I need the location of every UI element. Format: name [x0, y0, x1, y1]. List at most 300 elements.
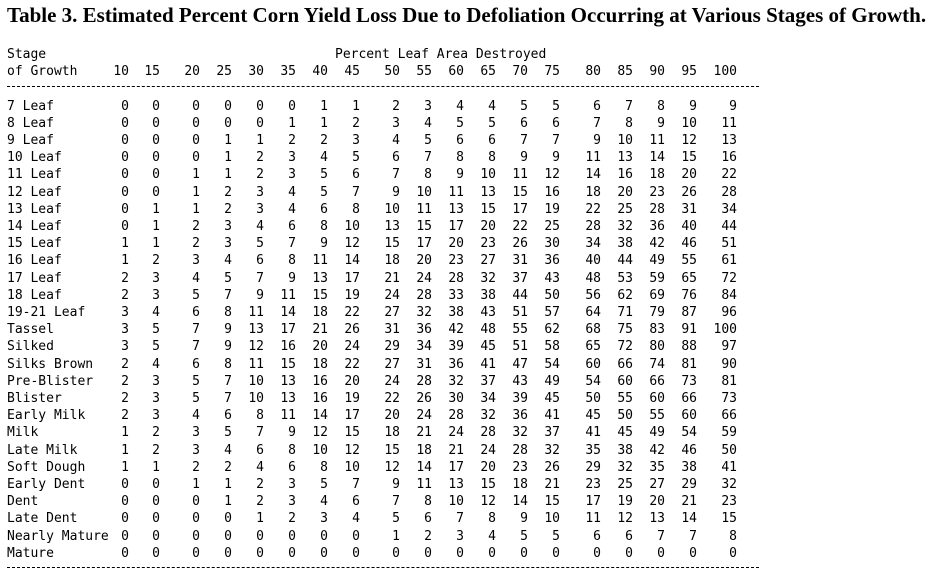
table-cell: 0 — [424, 545, 432, 561]
table-cell: 24 — [384, 373, 400, 389]
table-cell: 0 — [152, 132, 160, 148]
table-cell: 11 — [248, 356, 264, 372]
table-cell: 3 — [152, 390, 160, 406]
column-header: 75 — [544, 64, 560, 79]
table-cell: 0 — [224, 511, 232, 527]
table-cell: 25 — [544, 218, 560, 234]
table-cell: 17 — [512, 201, 528, 217]
table-cell: 37 — [544, 425, 560, 441]
stage-label: 17 Leaf — [7, 270, 62, 286]
table-cell: 50 — [544, 287, 560, 303]
column-header: 100 — [713, 64, 737, 79]
table-cell: 20 — [480, 459, 496, 475]
table-cell: 37 — [512, 270, 528, 286]
stage-label: 10 Leaf — [7, 150, 62, 166]
table-cell: 57 — [544, 304, 560, 320]
table-cell: 6 — [625, 528, 633, 544]
table-cell: 7 — [224, 373, 232, 389]
table-cell: 0 — [152, 545, 160, 561]
table-cell: 0 — [552, 545, 560, 561]
stage-label: Milk — [7, 425, 39, 441]
table-cell: 18 — [312, 304, 328, 320]
table-cell: 36 — [416, 322, 432, 338]
table-cell: 0 — [192, 545, 200, 561]
table-cell: 32 — [416, 304, 432, 320]
table-cell: 38 — [617, 442, 633, 458]
table-cell: 2 — [256, 167, 264, 183]
table-cell: 14 — [585, 167, 601, 183]
table-cell: 14 — [344, 253, 360, 269]
table-row — [0, 356, 936, 373]
table-cell: 43 — [512, 373, 528, 389]
table-cell: 0 — [392, 545, 400, 561]
table-cell: 40 — [585, 253, 601, 269]
table-cell: 15 — [384, 442, 400, 458]
table-cell: 2 — [352, 115, 360, 131]
table-cell: 16 — [312, 373, 328, 389]
table-cell: 4 — [488, 528, 496, 544]
table-cell: 38 — [448, 304, 464, 320]
table-cell: 58 — [544, 339, 560, 355]
table-cell: 13 — [721, 132, 737, 148]
table-cell: 36 — [448, 356, 464, 372]
table-row — [0, 115, 936, 132]
table-cell: 7 — [256, 425, 264, 441]
table-cell: 0 — [256, 545, 264, 561]
table-cell: 1 — [224, 132, 232, 148]
table-cell: 4 — [224, 253, 232, 269]
table-row — [0, 459, 936, 476]
table-cell: 4 — [424, 115, 432, 131]
table-cell: 30 — [448, 390, 464, 406]
table-cell: 0 — [121, 184, 129, 200]
table-cell: 15 — [480, 201, 496, 217]
table-cell: 0 — [121, 167, 129, 183]
table-cell: 0 — [224, 115, 232, 131]
table-cell: 43 — [480, 304, 496, 320]
table-cell: 2 — [192, 459, 200, 475]
table-row — [0, 201, 936, 218]
table-cell: 0 — [224, 528, 232, 544]
table-cell: 28 — [649, 201, 665, 217]
table-cell: 0 — [192, 494, 200, 510]
table-cell: 6 — [224, 408, 232, 424]
table-cell: 83 — [649, 322, 665, 338]
table-cell: 26 — [512, 236, 528, 252]
table-cell: 8 — [256, 408, 264, 424]
table-row — [0, 476, 936, 493]
stage-label: 16 Leaf — [7, 253, 62, 269]
table-cell: 12 — [344, 236, 360, 252]
table-cell: 0 — [121, 132, 129, 148]
table-cell: 8 — [320, 459, 328, 475]
column-header: 55 — [416, 64, 432, 79]
table-cell: 8 — [320, 218, 328, 234]
table-cell: 5 — [224, 425, 232, 441]
table-cell: 16 — [280, 339, 296, 355]
table-cell: 6 — [256, 253, 264, 269]
table-cell: 6 — [593, 528, 601, 544]
column-header: 85 — [617, 64, 633, 79]
table-cell: 0 — [320, 528, 328, 544]
table-cell: 29 — [585, 459, 601, 475]
table-cell: 9 — [552, 150, 560, 166]
column-header: 80 — [585, 64, 601, 79]
table-cell: 48 — [585, 270, 601, 286]
table-cell: 4 — [488, 98, 496, 114]
table-cell: 14 — [649, 150, 665, 166]
table-cell: 13 — [280, 373, 296, 389]
table-cell: 9 — [392, 476, 400, 492]
table-cell: 0 — [256, 528, 264, 544]
table-cell: 0 — [121, 218, 129, 234]
table-cell: 96 — [721, 304, 737, 320]
table-cell: 42 — [649, 236, 665, 252]
table-cell: 0 — [192, 528, 200, 544]
table-cell: 13 — [649, 511, 665, 527]
table-cell: 62 — [617, 287, 633, 303]
table-cell: 5 — [320, 184, 328, 200]
table-cell: 6 — [256, 442, 264, 458]
table-cell: 74 — [649, 356, 665, 372]
table-cell: 26 — [544, 459, 560, 475]
table-cell: 50 — [721, 442, 737, 458]
table-cell: 6 — [488, 132, 496, 148]
table-cell: 3 — [424, 98, 432, 114]
table-cell: 14 — [512, 494, 528, 510]
table-cell: 0 — [288, 545, 296, 561]
table-row — [0, 424, 936, 441]
table-cell: 1 — [320, 98, 328, 114]
table-cell: 2 — [320, 132, 328, 148]
table-cell: 3 — [288, 494, 296, 510]
table-cell: 8 — [488, 150, 496, 166]
table-cell: 1 — [224, 494, 232, 510]
table-cell: 28 — [416, 287, 432, 303]
table-cell: 1 — [121, 425, 129, 441]
table-cell: 32 — [617, 459, 633, 475]
table-cell: 60 — [585, 356, 601, 372]
table-cell: 73 — [681, 373, 697, 389]
stage-label: Mature — [7, 545, 54, 561]
table-cell: 11 — [280, 408, 296, 424]
table-cell: 28 — [512, 442, 528, 458]
table-cell: 4 — [192, 270, 200, 286]
table-cell: 11 — [585, 150, 601, 166]
table-cell: 2 — [224, 201, 232, 217]
table-cell: 28 — [480, 425, 496, 441]
table-cell: 61 — [721, 253, 737, 269]
table-cell: 10 — [344, 218, 360, 234]
table-cell: 9 — [456, 167, 464, 183]
table-cell: 9 — [392, 184, 400, 200]
table-cell: 1 — [152, 459, 160, 475]
table-cell: 3 — [256, 184, 264, 200]
table-cell: 20 — [416, 253, 432, 269]
table-cell: 12 — [480, 494, 496, 510]
table-row — [0, 287, 936, 304]
table-cell: 0 — [152, 98, 160, 114]
table-cell: 11 — [312, 253, 328, 269]
table-cell: 10 — [344, 459, 360, 475]
table-cell: 12 — [681, 132, 697, 148]
table-cell: 11 — [416, 476, 432, 492]
column-header: 20 — [184, 64, 200, 79]
table-cell: 10 — [248, 390, 264, 406]
table-row — [0, 407, 936, 424]
table-cell: 38 — [617, 236, 633, 252]
table-cell: 7 — [552, 132, 560, 148]
table-cell: 3 — [288, 150, 296, 166]
table-cell: 10 — [480, 167, 496, 183]
column-header: 50 — [384, 64, 400, 79]
table-cell: 7 — [392, 494, 400, 510]
table-cell: 5 — [392, 511, 400, 527]
table-cell: 4 — [152, 304, 160, 320]
table-cell: 20 — [384, 408, 400, 424]
stage-label: 19-21 Leaf — [7, 304, 86, 320]
table-cell: 4 — [224, 442, 232, 458]
table-cell: 13 — [312, 270, 328, 286]
table-cell: 60 — [649, 390, 665, 406]
table-cell: 68 — [585, 322, 601, 338]
table-cell: 21 — [312, 322, 328, 338]
table-cell: 11 — [416, 201, 432, 217]
table-cell: 0 — [288, 528, 296, 544]
table-row — [0, 132, 936, 149]
table-cell: 11 — [248, 304, 264, 320]
table-cell: 31 — [416, 356, 432, 372]
table-cell: 41 — [480, 356, 496, 372]
table-cell: 5 — [152, 339, 160, 355]
table-cell: 25 — [617, 476, 633, 492]
table-cell: 1 — [121, 236, 129, 252]
table-cell: 19 — [344, 287, 360, 303]
table-cell: 15 — [480, 476, 496, 492]
table-cell: 9 — [288, 425, 296, 441]
table-cell: 3 — [121, 339, 129, 355]
table-cell: 5 — [424, 132, 432, 148]
table-cell: 0 — [121, 201, 129, 217]
table-cell: 64 — [585, 304, 601, 320]
table-cell: 20 — [649, 494, 665, 510]
table-cell: 90 — [721, 356, 737, 372]
table-cell: 14 — [681, 511, 697, 527]
stage-label: 15 Leaf — [7, 236, 62, 252]
table-cell: 30 — [544, 236, 560, 252]
table-cell: 19 — [344, 390, 360, 406]
table-cell: 24 — [344, 339, 360, 355]
table-cell: 79 — [649, 304, 665, 320]
table-cell: 20 — [480, 218, 496, 234]
table-cell: 7 — [520, 132, 528, 148]
table-cell: 0 — [192, 150, 200, 166]
table-cell: 51 — [512, 304, 528, 320]
stage-label: 8 Leaf — [7, 115, 54, 131]
table-cell: 87 — [681, 304, 697, 320]
table-cell: 23 — [480, 236, 496, 252]
table-cell: 65 — [681, 270, 697, 286]
table-cell: 5 — [552, 98, 560, 114]
table-cell: 21 — [544, 476, 560, 492]
table-cell: 44 — [617, 253, 633, 269]
table-cell: 8 — [488, 511, 496, 527]
table-cell: 2 — [256, 476, 264, 492]
table-cell: 72 — [617, 339, 633, 355]
table-cell: 13 — [280, 390, 296, 406]
table-row — [0, 184, 936, 201]
table-cell: 3 — [121, 304, 129, 320]
table-cell: 2 — [288, 511, 296, 527]
table-cell: 32 — [544, 442, 560, 458]
table-cell: 2 — [152, 425, 160, 441]
table-cell: 27 — [384, 304, 400, 320]
table-cell: 18 — [416, 442, 432, 458]
table-cell: 5 — [520, 98, 528, 114]
table-cell: 50 — [617, 408, 633, 424]
table-cell: 1 — [392, 528, 400, 544]
table-cell: 7 — [256, 270, 264, 286]
table-cell: 21 — [384, 270, 400, 286]
table-cell: 13 — [617, 150, 633, 166]
table-cell: 0 — [152, 528, 160, 544]
table-cell: 9 — [657, 115, 665, 131]
table-cell: 44 — [721, 218, 737, 234]
table-cell: 81 — [681, 356, 697, 372]
table-cell: 2 — [121, 373, 129, 389]
stage-label: 13 Leaf — [7, 201, 62, 217]
stage-label: Nearly Mature — [7, 528, 109, 544]
table-cell: 88 — [681, 339, 697, 355]
table-cell: 7 — [352, 476, 360, 492]
table-cell: 11 — [512, 167, 528, 183]
table-cell: 3 — [152, 287, 160, 303]
table-cell: 6 — [392, 150, 400, 166]
table-cell: 34 — [721, 201, 737, 217]
table-cell: 8 — [224, 304, 232, 320]
table-cell: 32 — [448, 373, 464, 389]
stage-label: 14 Leaf — [7, 218, 62, 234]
table-cell: 46 — [681, 236, 697, 252]
table-cell: 39 — [448, 339, 464, 355]
table-cell: 17 — [344, 270, 360, 286]
table-cell: 11 — [649, 132, 665, 148]
table-cell: 1 — [224, 476, 232, 492]
table-cell: 19 — [544, 201, 560, 217]
table-cell: 8 — [288, 442, 296, 458]
table-cell: 24 — [448, 425, 464, 441]
table-cell: 91 — [681, 322, 697, 338]
table-cell: 81 — [721, 373, 737, 389]
table-cell: 15 — [512, 184, 528, 200]
table-cell: 49 — [649, 253, 665, 269]
table-cell: 1 — [192, 201, 200, 217]
table-cell: 0 — [256, 115, 264, 131]
table-cell: 22 — [384, 390, 400, 406]
table-cell: 4 — [288, 201, 296, 217]
table-cell: 13 — [384, 218, 400, 234]
table-cell: 8 — [288, 253, 296, 269]
table-cell: 66 — [649, 373, 665, 389]
table-cell: 4 — [256, 459, 264, 475]
table-cell: 45 — [544, 390, 560, 406]
table-cell: 54 — [544, 356, 560, 372]
table-cell: 0 — [689, 545, 697, 561]
table-cell: 13 — [480, 184, 496, 200]
table-cell: 15 — [312, 287, 328, 303]
table-cell: 1 — [224, 150, 232, 166]
table-cell: 0 — [192, 132, 200, 148]
table-cell: 22 — [344, 356, 360, 372]
table-cell: 23 — [448, 253, 464, 269]
table-cell: 10 — [312, 442, 328, 458]
table-cell: 0 — [121, 494, 129, 510]
table-cell: 21 — [681, 494, 697, 510]
table-row — [0, 304, 936, 321]
table-cell: 49 — [649, 425, 665, 441]
table-cell: 3 — [224, 236, 232, 252]
table-cell: 0 — [121, 511, 129, 527]
table-cell: 6 — [352, 494, 360, 510]
stage-label: 11 Leaf — [7, 167, 62, 183]
column-header: 30 — [248, 64, 264, 79]
table-cell: 15 — [384, 236, 400, 252]
table-cell: 0 — [192, 115, 200, 131]
table-cell: 0 — [352, 528, 360, 544]
table-cell: 14 — [312, 408, 328, 424]
table-cell: 1 — [121, 459, 129, 475]
stage-label: Tassel — [7, 322, 54, 338]
table-cell: 2 — [192, 218, 200, 234]
table-cell: 4 — [456, 98, 464, 114]
table-cell: 2 — [256, 150, 264, 166]
table-cell: 0 — [121, 545, 129, 561]
table-cell: 24 — [384, 287, 400, 303]
table-cell: 14 — [416, 459, 432, 475]
table-cell: 71 — [617, 304, 633, 320]
table-cell: 12 — [544, 167, 560, 183]
table-cell: 17 — [448, 218, 464, 234]
table-cell: 1 — [121, 253, 129, 269]
table-cell: 6 — [192, 356, 200, 372]
table-cell: 8 — [729, 528, 737, 544]
table-cell: 0 — [256, 98, 264, 114]
table-cell: 5 — [224, 270, 232, 286]
stage-label: 12 Leaf — [7, 184, 62, 200]
stage-label: Blister — [7, 390, 62, 406]
table-cell: 6 — [352, 167, 360, 183]
table-row — [0, 166, 936, 183]
table-cell: 27 — [384, 356, 400, 372]
table-cell: 15 — [280, 356, 296, 372]
table-cell: 20 — [312, 339, 328, 355]
table-cell: 22 — [585, 201, 601, 217]
table-cell: 46 — [681, 442, 697, 458]
table-cell: 0 — [152, 167, 160, 183]
stage-label: 7 Leaf — [7, 98, 54, 114]
table-cell: 1 — [152, 201, 160, 217]
table-cell: 100 — [713, 322, 737, 338]
table-cell: 28 — [448, 408, 464, 424]
table-cell: 2 — [121, 390, 129, 406]
table-cell: 0 — [657, 545, 665, 561]
table-cell: 17 — [416, 236, 432, 252]
table-cell: 5 — [192, 287, 200, 303]
table-cell: 23 — [649, 184, 665, 200]
table-cell: 32 — [617, 218, 633, 234]
table-cell: 36 — [649, 218, 665, 234]
table-cell: 16 — [544, 184, 560, 200]
